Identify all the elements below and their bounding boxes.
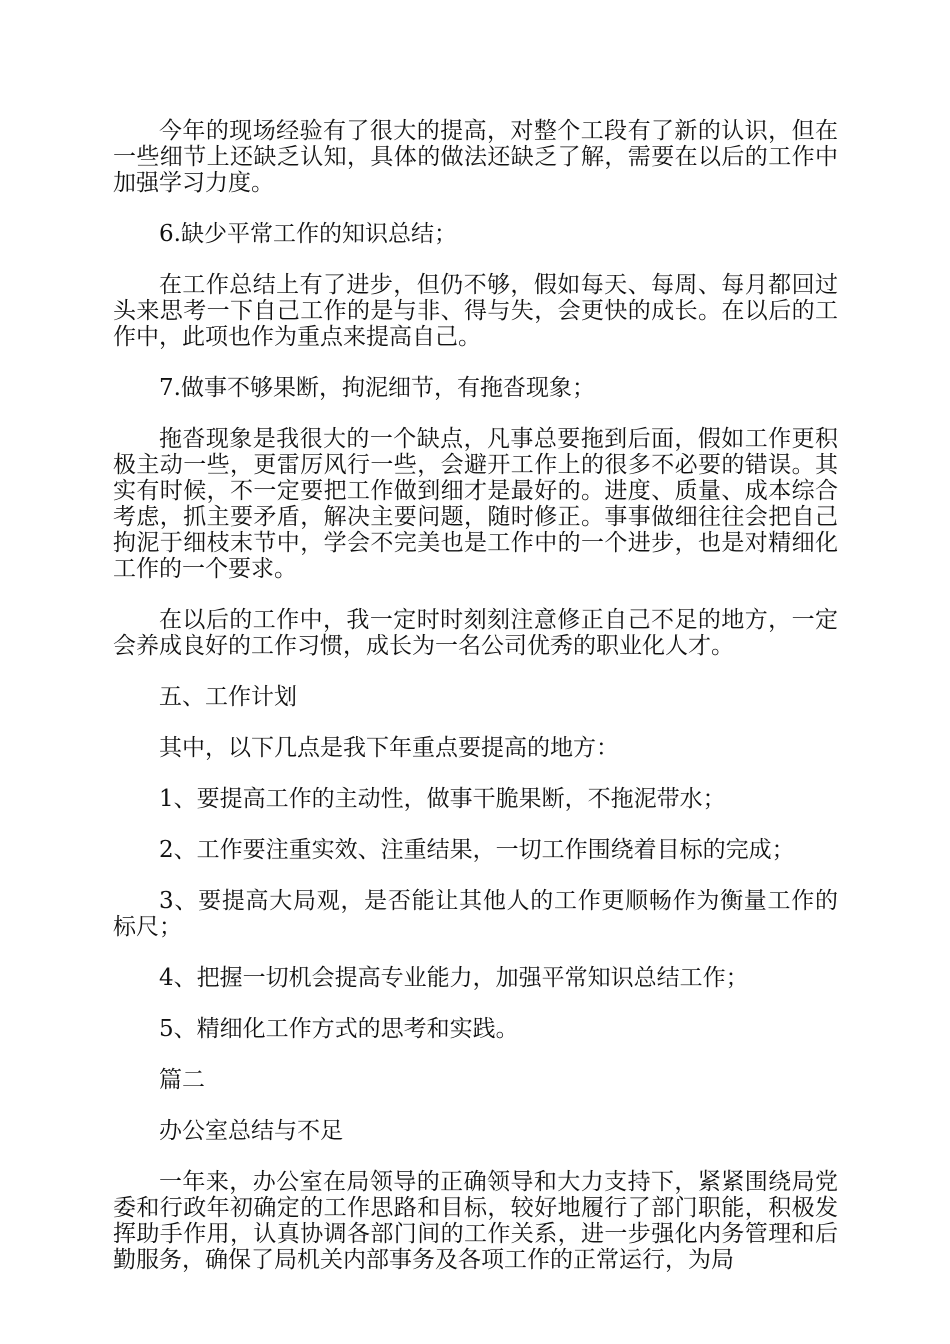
paragraph-summary: 在工作总结上有了进步，但仍不够，假如每天、每周、每月都回过头来思考一下自己工作的是与非、得与失，会更快的成长。在以后的工作中，此项也作为重点来提高自己。	[113, 272, 838, 350]
heading-item-7: 7.做事不够果断，拘泥细节，有拖沓现象；	[159, 375, 595, 401]
heading-item-6: 6.缺少平常工作的知识总结；	[159, 221, 457, 247]
plan-item-1: 1、要提高工作的主动性，做事干脆果断，不拖泥带水；	[159, 786, 726, 812]
paragraph-procrastination: 拖沓现象是我很大的一个缺点，凡事总要拖到后面，假如工作更积极主动一些，更雷厉风行一些，会避开工作上的很多不必要的错误。其实有时候，不一定要把工作做到细才是最好的。进度、质量、成本综合考虑，抓主要矛盾，解决主要问题，随时修正。事事做细往往会把自己拘泥于细枝末节中，学会不完美也是工作中的一个进步，也是对精细化工作的一个要求。	[113, 426, 838, 582]
paragraph-future: 在以后的工作中，我一定时时刻刻注意修正自己不足的地方，一定会养成良好的工作习惯，成长为一名公司优秀的职业化人才。	[113, 607, 838, 659]
part-heading: 篇二	[159, 1067, 205, 1093]
paragraph-plan-intro: 其中，以下几点是我下年重点要提高的地方：	[159, 735, 619, 761]
plan-item-3: 3、要提高大局观，是否能让其他人的工作更顺畅作为衡量工作的标尺；	[113, 888, 838, 940]
paragraph-experience: 今年的现场经验有了很大的提高，对整个工段有了新的认识，但在一些细节上还缺乏认知，具体的做法还缺乏了解，需要在以后的工作中加强学习力度。	[113, 118, 838, 196]
plan-item-4: 4、把握一切机会提高专业能力，加强平常知识总结工作；	[159, 965, 749, 991]
section-heading-work-plan: 五、工作计划	[159, 684, 297, 710]
paragraph-office-intro: 一年来，办公室在局领导的正确领导和大力支持下，紧紧围绕局党委和行政年初确定的工作思路和目标，较好地履行了部门职能，积极发挥助手作用，认真协调各部门间的工作关系，进一步强化内务管理和后勤服务，确保了局机关内部事务及各项工作的正常运行，为局	[113, 1169, 838, 1273]
plan-item-2: 2、工作要注重实效、注重结果，一切工作围绕着目标的完成；	[159, 837, 795, 863]
document-body	[113, 118, 838, 1298]
section-heading-office: 办公室总结与不足	[159, 1118, 343, 1144]
plan-item-5: 5、精细化工作方式的思考和实践。	[159, 1016, 519, 1042]
